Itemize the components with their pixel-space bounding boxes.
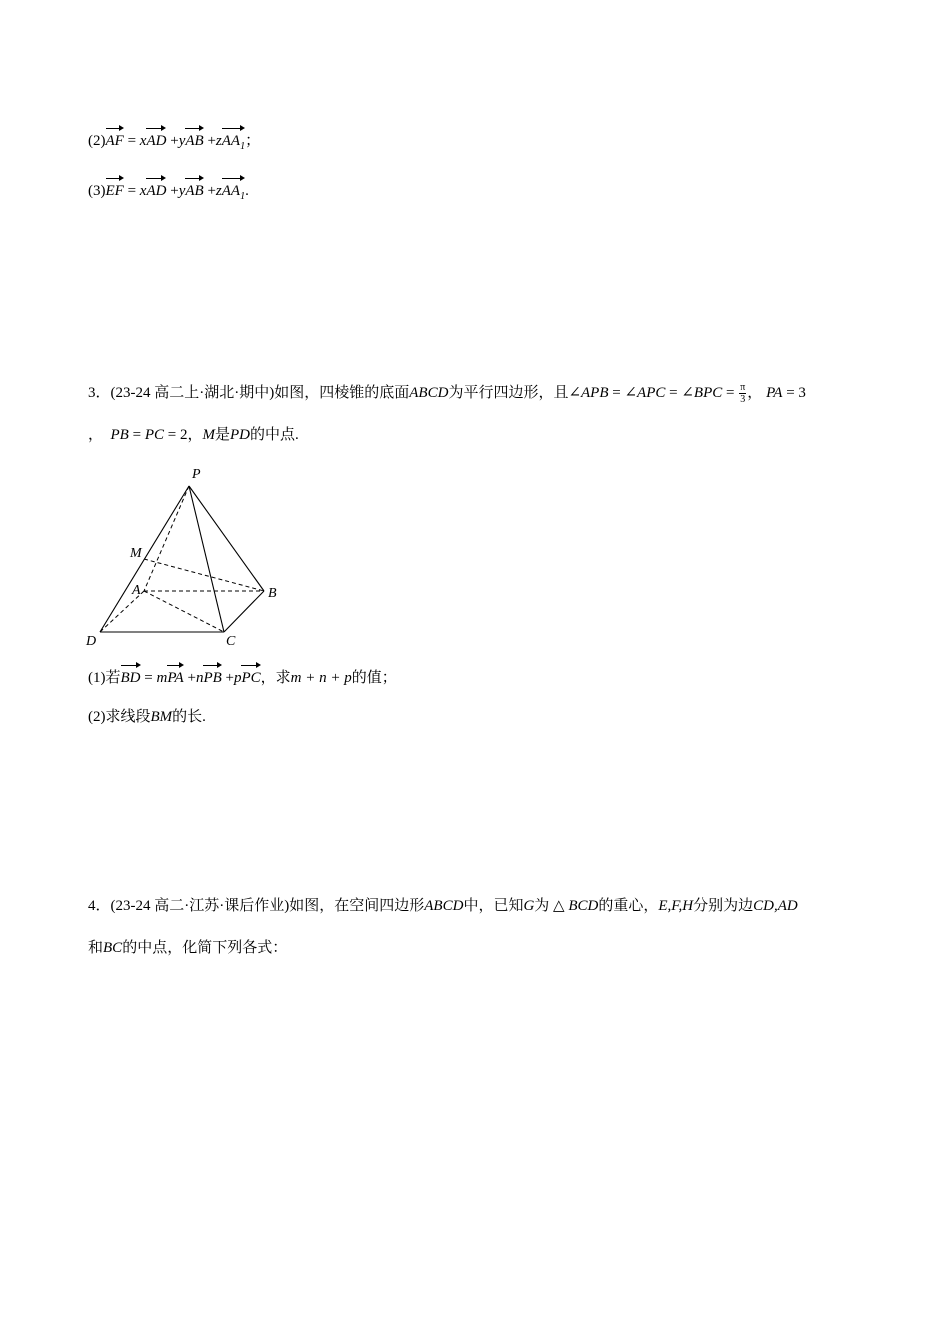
text: 如图，在空间四边形 xyxy=(289,898,425,914)
math: ABCD xyxy=(409,385,449,401)
text: 是 xyxy=(214,427,230,443)
vector-ad: AD xyxy=(146,180,166,202)
math: BC xyxy=(103,940,123,956)
q3-sub2 xyxy=(88,706,206,728)
label-b: B xyxy=(268,586,277,601)
vector-bd: BD xyxy=(121,667,141,689)
math: ABCD xyxy=(424,898,464,914)
math: G xyxy=(523,898,535,914)
label-a: A xyxy=(132,583,141,598)
text: 为平行四边形，且∠ xyxy=(448,385,582,401)
vector-ab: AB xyxy=(185,130,203,152)
label-c: C xyxy=(226,634,236,649)
sub3-equation: (3)EF = xAD +yAB +zAA$_1$. xyxy=(88,180,249,208)
q4-source: (23-24 高二·江苏·课后作业) xyxy=(110,898,290,914)
text: 为 △ xyxy=(534,898,569,914)
math: APC xyxy=(637,385,666,401)
q3-source: (23-24 高二上·湖北·期中) xyxy=(110,385,275,401)
text: ， xyxy=(747,385,763,401)
math: PB xyxy=(110,427,129,443)
vector-ab: AB xyxy=(185,180,203,202)
vector-ad: AD xyxy=(146,130,166,152)
edge-pb xyxy=(189,486,264,591)
text: 和 xyxy=(88,940,104,956)
pyramid-figure xyxy=(80,462,300,652)
punct: ； xyxy=(245,133,261,149)
vector-pc: PC xyxy=(241,667,260,689)
math: m + n + p xyxy=(290,670,352,686)
edge-ac xyxy=(144,591,224,632)
sub-label-2: (2) xyxy=(88,133,106,149)
q3-sub1: (1)若BD = mPA +nPB +pPC，求m + n + p的值； xyxy=(88,667,397,689)
math: CD,AD xyxy=(753,898,798,914)
math: BCD xyxy=(568,898,599,914)
q4-number: 4． xyxy=(88,898,111,914)
math: PA xyxy=(766,385,783,401)
math: PC xyxy=(144,427,164,443)
edge-cb xyxy=(224,591,264,632)
q3-line2: ， PB = PC = 2，M是PD的中点. xyxy=(88,427,299,443)
vector-pb: PB xyxy=(203,667,221,689)
math: BM xyxy=(150,709,173,725)
sub2-equation: (2)AF = xAD +yAB +zAA$_1$； xyxy=(88,130,260,158)
text: = ∠ xyxy=(608,385,638,401)
text: ，求 xyxy=(260,670,291,686)
label-p: P xyxy=(192,467,201,482)
q4-line2 xyxy=(88,937,287,959)
punct: . xyxy=(245,183,249,199)
text: 的长. xyxy=(172,709,206,725)
math: M xyxy=(202,427,215,443)
text: 的中点，化简下列各式： xyxy=(122,940,288,956)
text: = ∠ xyxy=(665,385,694,401)
vector-aa1: $AA_1$ xyxy=(222,130,245,158)
text: ， xyxy=(88,427,104,443)
text: 分别为边 xyxy=(693,898,754,914)
math: BPC xyxy=(693,385,723,401)
fraction-pi-3: $\frac{\pi}{3}$ xyxy=(740,382,746,406)
q3-line1: 3．(23-24 高二上·湖北·期中)如图，四棱锥的底面ABCD为平行四边形，且∠APB = ∠APC = ∠BPC = $\frac{\pi}{3}$ ， PA = 3 xyxy=(88,382,806,406)
q4-line1 xyxy=(88,895,798,917)
math: PD xyxy=(229,427,250,443)
math: E,F,H xyxy=(658,898,694,914)
vector-aa1: $AA_1$ xyxy=(222,180,245,208)
segment-mb xyxy=(144,559,264,591)
text: (2)求线段 xyxy=(88,709,151,725)
text: 如图，四棱锥的底面 xyxy=(274,385,410,401)
text: 中，已知 xyxy=(463,898,524,914)
label-m: M xyxy=(130,546,142,561)
text: 的重心， xyxy=(598,898,659,914)
q3-number: 3． xyxy=(88,385,111,401)
vector-af: AF xyxy=(106,130,124,152)
text: 的中点. xyxy=(249,427,299,443)
math: APB xyxy=(581,385,609,401)
edge-pa xyxy=(144,486,189,591)
sub-label-3: (3) xyxy=(88,183,106,199)
text: = 2， xyxy=(163,427,203,443)
text: 的值； xyxy=(351,670,397,686)
edge-pc xyxy=(189,486,224,632)
vector-ef: EF xyxy=(106,180,124,202)
text: = 3 xyxy=(782,385,806,401)
vector-pa: PA xyxy=(167,667,183,689)
text: (1)若 xyxy=(88,670,121,686)
label-d: D xyxy=(86,634,97,649)
